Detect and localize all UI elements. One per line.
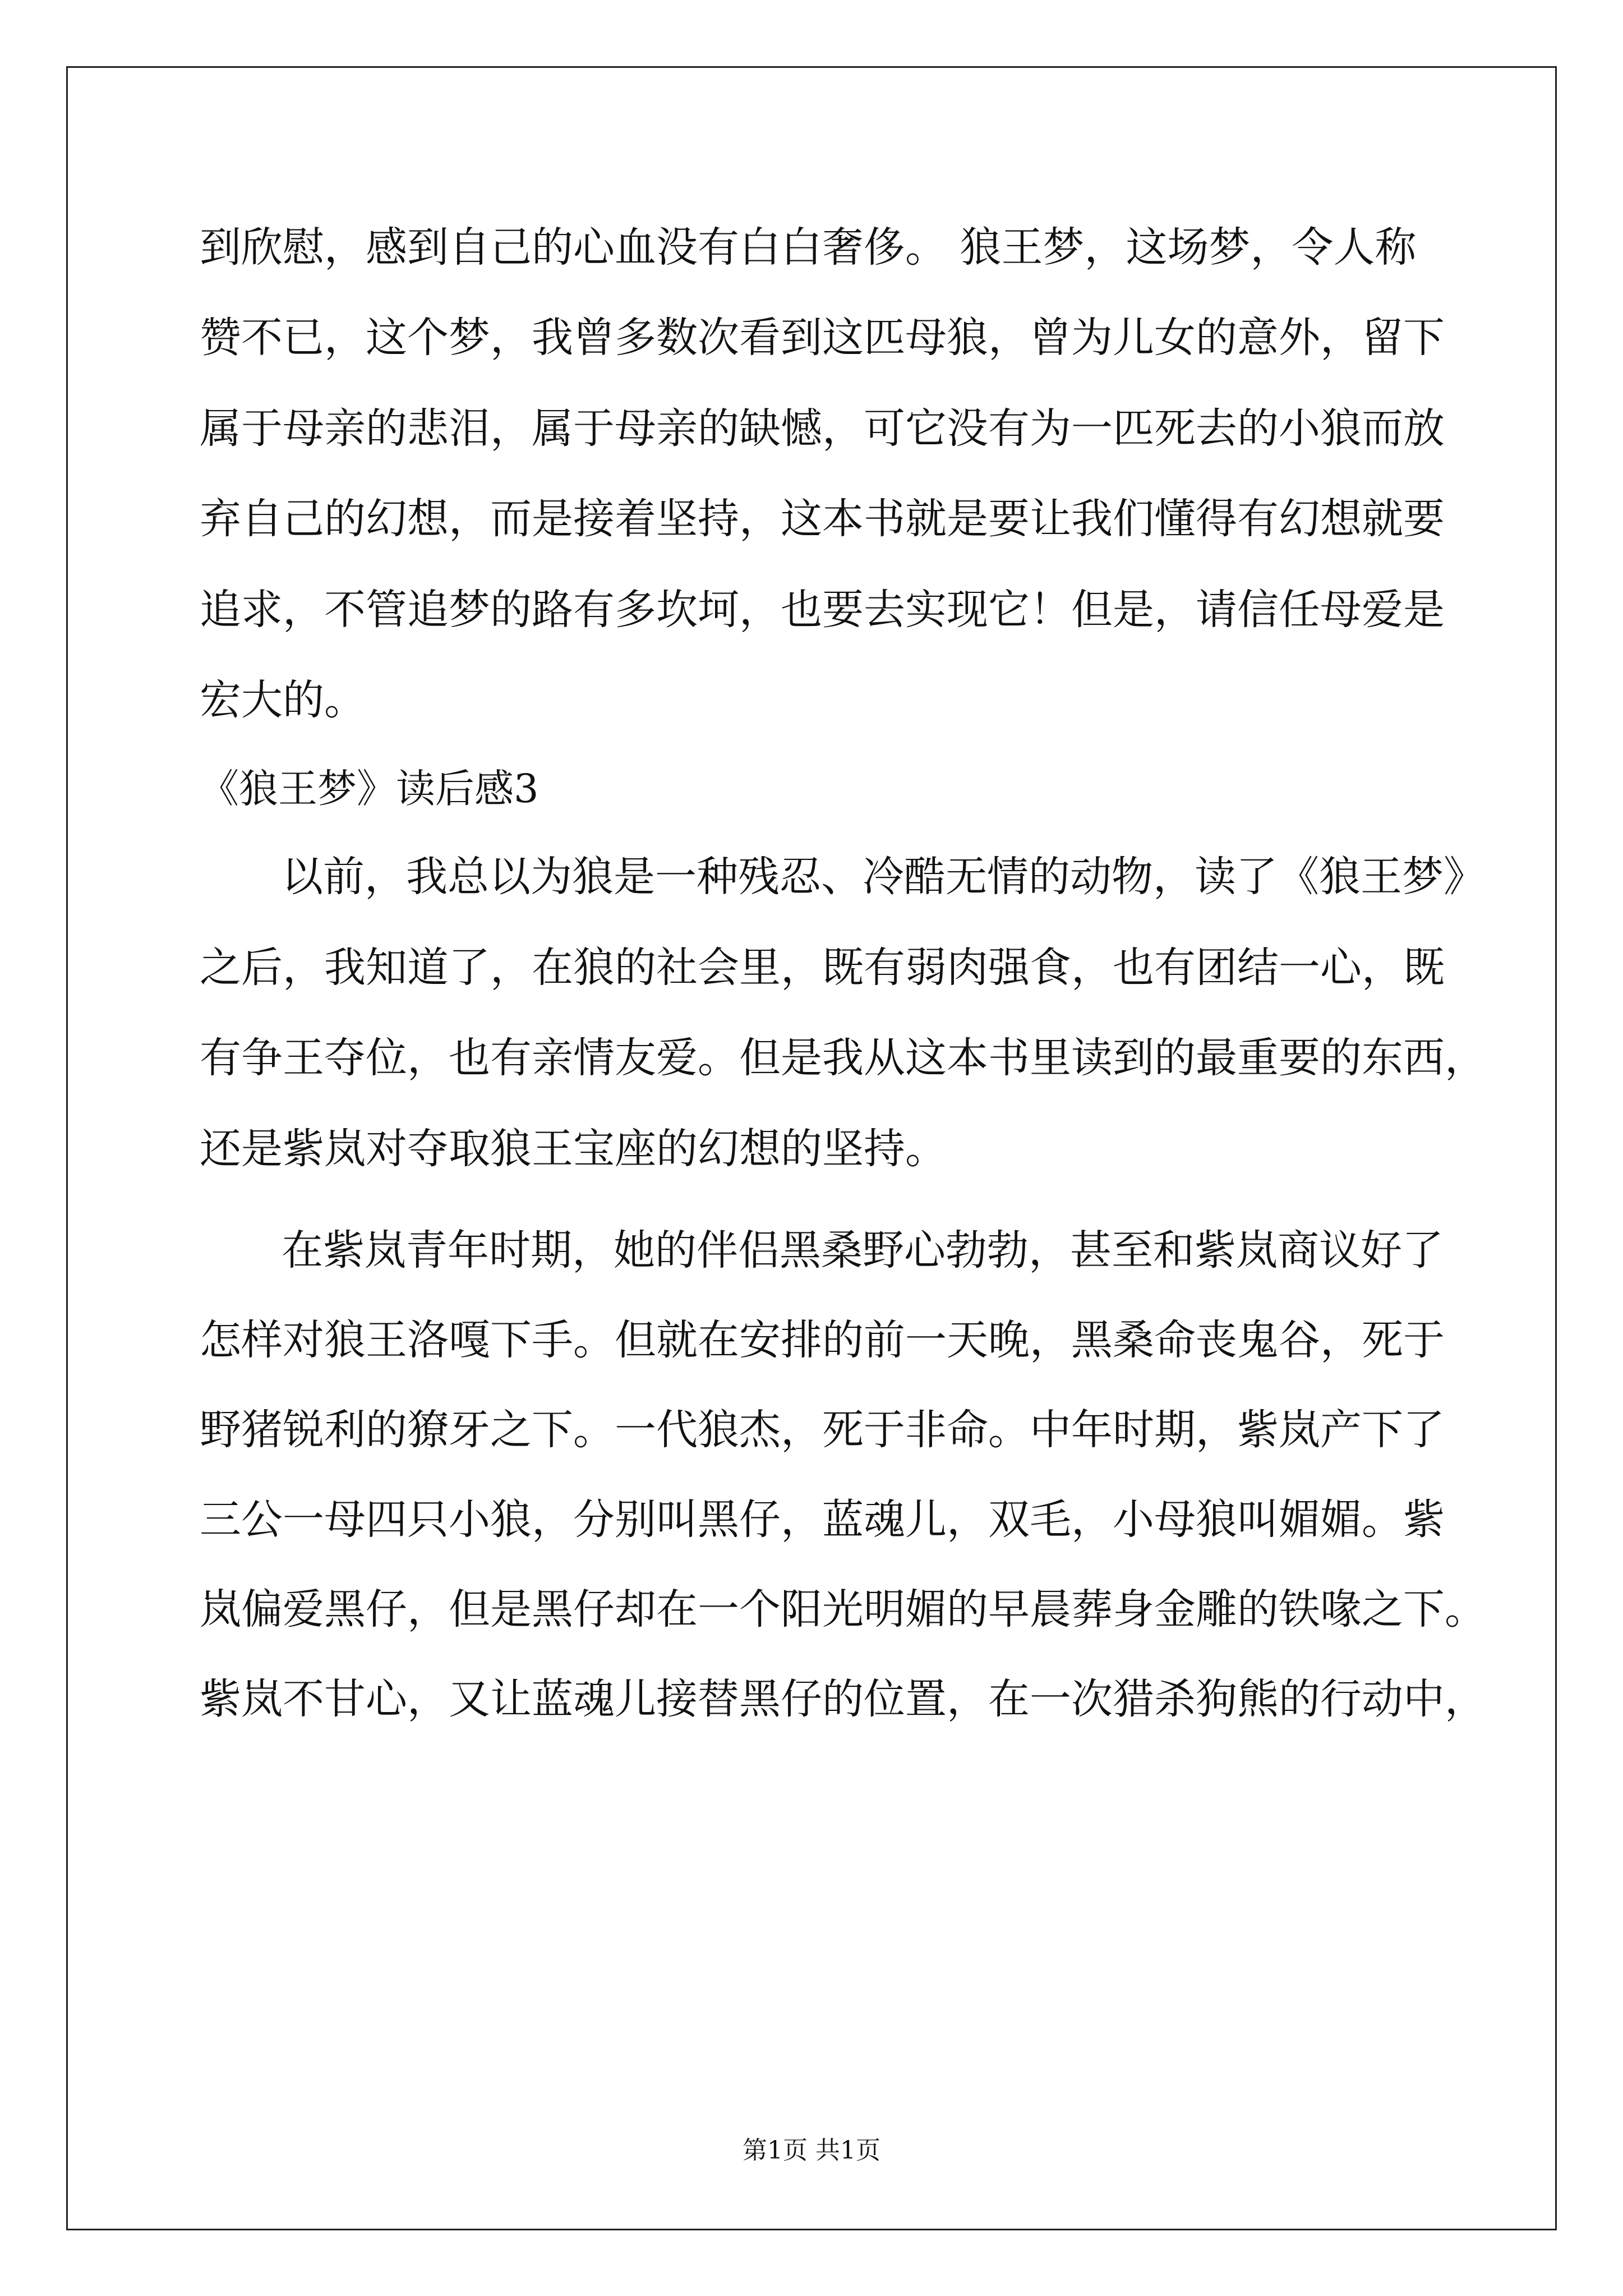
text-line: 紫岚不甘心，又让蓝魂儿接替黑仔的位置，在一次猎杀狗熊的行动中， — [200, 1675, 1486, 1723]
text-line: 以前，我总以为狼是一种残忍、冷酷无情的动物，读了《狼王梦》 — [282, 853, 1485, 901]
text-line: 到欣慰，感到自己的心血没有白白奢侈。 狼王梦，这场梦，令人称 — [200, 223, 1417, 272]
text-line: 岚偏爱黑仔，但是黑仔却在一个阳光明媚的早晨葬身金雕的铁喙之下。 — [200, 1585, 1486, 1634]
text-line: 怎样对狼王洛嘎下手。但就在安排的前一天晚，黑桑命丧鬼谷，死于 — [200, 1316, 1445, 1364]
text-line: 之后，我知道了，在狼的社会里，既有弱肉强食，也有团结一心，既 — [200, 944, 1445, 992]
text-line: 属于母亲的悲泪，属于母亲的缺憾，可它没有为一匹死去的小狼而放 — [200, 404, 1445, 453]
text-line: 追求，不管追梦的路有多坎坷，也要去实现它！但是，请信任母爱是 — [200, 586, 1445, 634]
text-line: 宏大的。 — [200, 676, 366, 724]
text-line: 野猪锐利的獠牙之下。一代狼杰，死于非命。中年时期，紫岚产下了 — [200, 1406, 1445, 1454]
section-heading: 《狼王梦》读后感3 — [200, 766, 539, 812]
text-line: 有争王夺位，也有亲情友爱。但是我从这本书里读到的最重要的东西， — [200, 1034, 1486, 1082]
text-line: 在紫岚青年时期，她的伴侣黑桑野心勃勃，甚至和紫岚商议好了 — [282, 1226, 1444, 1274]
text-line: 赞不已，这个梦，我曾多数次看到这匹母狼，曾为儿女的意外，留下 — [200, 314, 1445, 362]
text-line: 弃自己的幻想，而是接着坚持，这本书就是要让我们懂得有幻想就要 — [200, 495, 1445, 543]
text-line: 还是紫岚对夺取狼王宝座的幻想的坚持。 — [200, 1125, 947, 1173]
page-number-footer: 第1页 共1页 — [743, 2136, 880, 2165]
text-line: 三公一母四只小狼，分别叫黑仔，蓝魂儿，双毛，小母狼叫媚媚。紫 — [200, 1496, 1445, 1544]
